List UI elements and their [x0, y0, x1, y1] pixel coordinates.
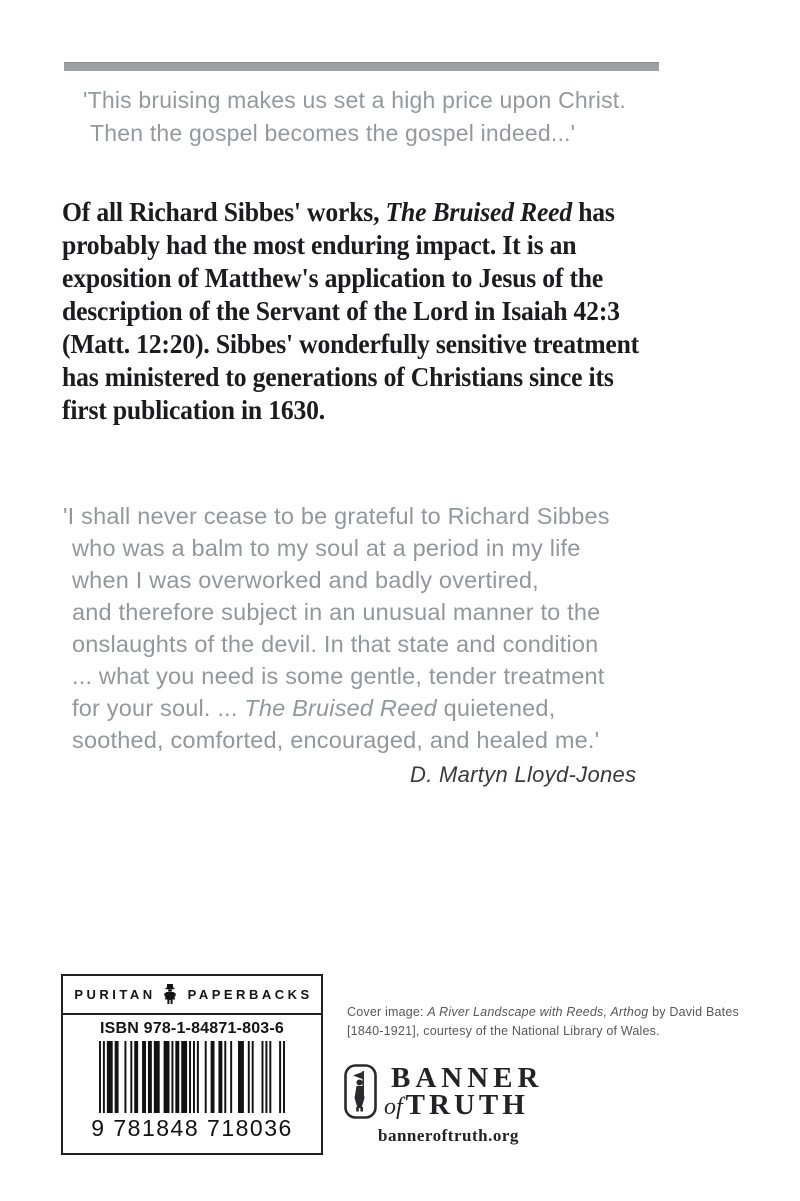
barcode-digits: 9 781848 718036: [91, 1115, 293, 1141]
isbn-barcode-box: [61, 974, 323, 1155]
series-banner: [63, 976, 321, 1015]
endorsement-line: soothed, comforted, encouraged, and healed me.': [72, 727, 600, 753]
isbn-number: ISBN 978-1-84871-803-6: [99, 1020, 285, 1037]
endorsement-line: 'I shall never cease to be grateful to Richard Sibbes: [63, 503, 610, 529]
credit-line: [1840-1921], courtesy of the National Library of Wales.: [347, 1024, 660, 1038]
top-divider-rule: [64, 62, 659, 71]
ean-barcode: [99, 1041, 285, 1113]
banner-of-truth-emblem-icon: [344, 1064, 377, 1119]
cover-image-credit: [347, 1003, 767, 1041]
publisher-name-line1: BANNER: [391, 1062, 544, 1094]
description-line: (Matt. 12:20). Sibbes' wonderfully sensitive treatment: [62, 329, 640, 359]
credit-line: [347, 1003, 767, 1022]
endorsement-text: for your soul. ...: [72, 695, 245, 721]
publisher-name-rest: TRUTH: [405, 1089, 529, 1121]
endorsement-line: onslaughts of the devil. In that state and condition: [72, 631, 599, 657]
publisher-logo-wordmark: [384, 1062, 544, 1121]
book-title-italic: The Bruised Reed: [385, 197, 573, 227]
description-text: has: [572, 197, 615, 227]
top-quote-line: 'This bruising makes us set a high price upon Christ.: [83, 87, 626, 113]
endorsement-quote: [63, 500, 610, 756]
publisher-name-of: of: [384, 1094, 403, 1120]
description-line: [62, 196, 639, 229]
publisher-website: banneroftruth.org: [378, 1126, 519, 1145]
puritan-figure-icon: [163, 984, 177, 1005]
description-line: first publication in 1630.: [62, 395, 326, 425]
description-line: description of the Servant of the Lord in Isaiah 42:3: [62, 296, 620, 326]
publisher-name-line2: [384, 1089, 543, 1121]
endorsement-line: [72, 692, 610, 724]
book-description: [62, 196, 639, 427]
description-line: exposition of Matthew's application to Jesus of the: [62, 263, 604, 293]
endorsement-line: when I was overworked and badly overtired,: [72, 567, 539, 593]
description-line: has ministered to generations of Christians since its: [62, 362, 614, 392]
endorsement-text: quietened,: [436, 695, 556, 721]
endorsement-attribution: D. Martyn Lloyd-Jones: [410, 762, 637, 787]
series-name-right: PAPERBACKS: [187, 987, 313, 1002]
top-quote-line: Then the gospel becomes the gospel indeed...': [90, 120, 576, 146]
painting-title-italic: A River Landscape with Reeds, Arthog: [427, 1005, 649, 1019]
endorsement-line: and therefore subject in an unusual manner to the: [72, 599, 601, 625]
credit-text: by David Bates: [648, 1005, 739, 1019]
top-quote: [83, 84, 626, 150]
book-title-italic: The Bruised Reed: [244, 695, 437, 721]
credit-text: Cover image:: [347, 1005, 428, 1019]
endorsement-line: who was a balm to my soul at a period in my life: [72, 535, 581, 561]
series-name-left: PURITAN: [74, 987, 156, 1002]
endorsement-line: ... what you need is some gentle, tender treatment: [72, 663, 605, 689]
description-line: probably had the most enduring impact. It is an: [62, 230, 577, 260]
description-text: Of all Richard Sibbes' works,: [62, 197, 386, 227]
